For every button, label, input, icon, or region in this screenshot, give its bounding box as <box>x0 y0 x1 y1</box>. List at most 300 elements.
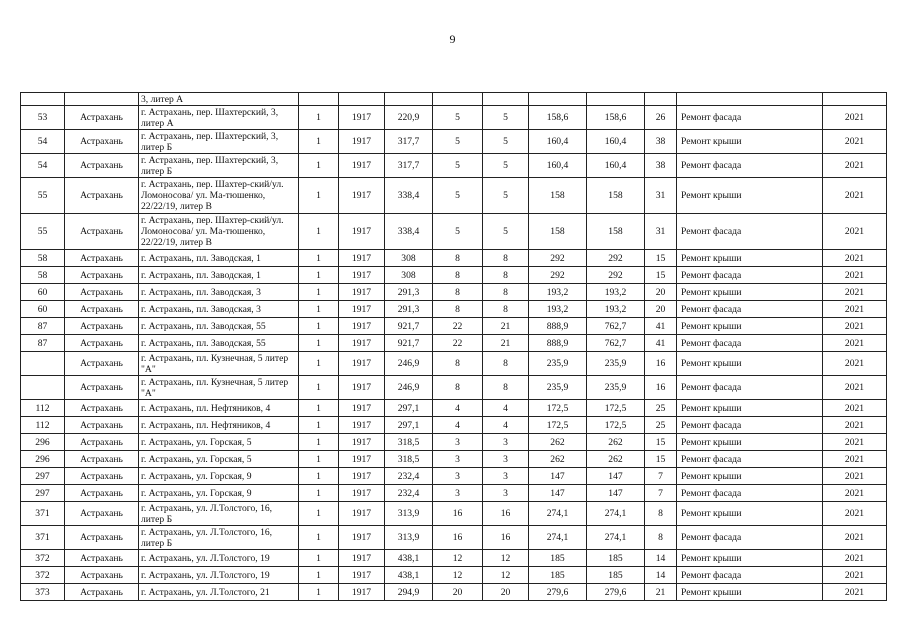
area-cell: 147 <box>587 468 645 485</box>
area-cell: 185 <box>529 567 587 584</box>
table-row <box>21 376 887 400</box>
count-cell: 8 <box>483 352 529 376</box>
area-cell: 147 <box>587 485 645 502</box>
area-cell: 297,1 <box>385 417 433 434</box>
row-number-cell: 87 <box>21 318 65 335</box>
city-cell: Астрахань <box>65 451 139 468</box>
row-number-cell: 296 <box>21 451 65 468</box>
plan-year-cell: 2021 <box>823 352 887 376</box>
count-cell: 22 <box>433 335 483 352</box>
work-type-cell: Ремонт фасада <box>677 335 823 352</box>
address-cell: г. Астрахань, ул. Л.Толстого, 16, литер Б <box>139 502 299 526</box>
table-row <box>21 335 887 352</box>
row-number-cell <box>21 376 65 400</box>
address-cell: г. Астрахань, пер. Шахтерский, 3, литер Б <box>139 154 299 178</box>
count-cell: 41 <box>645 335 677 352</box>
area-cell: 338,4 <box>385 178 433 214</box>
address-cell: г. Астрахань, ул. Горская, 9 <box>139 485 299 502</box>
area-cell: 921,7 <box>385 318 433 335</box>
table-row <box>21 584 887 601</box>
area-cell: 172,5 <box>529 400 587 417</box>
area-cell: 762,7 <box>587 335 645 352</box>
plan-year-cell: 2021 <box>823 267 887 284</box>
address-cell: г. Астрахань, пер. Шахтер-ский/ул. Ломоносова/ ул. Ма-тюшенко, 22/22/19, литер В <box>139 178 299 214</box>
area-cell: 308 <box>385 250 433 267</box>
plan-year-cell: 2021 <box>823 106 887 130</box>
plan-year-cell: 2021 <box>823 502 887 526</box>
work-type-cell: Ремонт крыши <box>677 318 823 335</box>
row-number-cell: 58 <box>21 250 65 267</box>
area-cell: 888,9 <box>529 318 587 335</box>
area-cell <box>529 93 587 106</box>
area-cell <box>587 93 645 106</box>
work-type-cell: Ремонт фасада <box>677 526 823 550</box>
row-number-cell: 53 <box>21 106 65 130</box>
count-cell: 38 <box>645 130 677 154</box>
area-cell: 438,1 <box>385 567 433 584</box>
table-row <box>21 267 887 284</box>
area-cell: 193,2 <box>529 301 587 318</box>
city-cell: Астрахань <box>65 376 139 400</box>
work-type-cell: Ремонт фасада <box>677 567 823 584</box>
count-cell: 12 <box>483 550 529 567</box>
plan-year-cell: 2021 <box>823 154 887 178</box>
area-cell: 193,2 <box>587 301 645 318</box>
row-number-cell: 55 <box>21 178 65 214</box>
work-type-cell: Ремонт фасада <box>677 106 823 130</box>
count-cell: 20 <box>483 584 529 601</box>
area-cell: 158 <box>587 178 645 214</box>
count-cell: 14 <box>645 567 677 584</box>
count-cell: 1 <box>299 301 339 318</box>
table-row <box>21 154 887 178</box>
plan-year-cell <box>823 93 887 106</box>
address-cell: г. Астрахань, пер. Шахтерский, 3, литер А <box>139 106 299 130</box>
city-cell: Астрахань <box>65 584 139 601</box>
count-cell: 5 <box>483 130 529 154</box>
area-cell: 185 <box>529 550 587 567</box>
year-cell: 1917 <box>339 485 385 502</box>
area-cell: 262 <box>529 451 587 468</box>
address-cell: г. Астрахань, пл. Заводская, 55 <box>139 335 299 352</box>
area-cell: 313,9 <box>385 502 433 526</box>
area-cell: 158,6 <box>529 106 587 130</box>
count-cell: 4 <box>483 400 529 417</box>
work-type-cell: Ремонт крыши <box>677 550 823 567</box>
count-cell: 4 <box>483 417 529 434</box>
year-cell: 1917 <box>339 526 385 550</box>
area-cell: 292 <box>587 267 645 284</box>
plan-year-cell: 2021 <box>823 451 887 468</box>
area-cell: 262 <box>587 451 645 468</box>
area-cell: 235,9 <box>529 352 587 376</box>
plan-year-cell: 2021 <box>823 250 887 267</box>
area-cell <box>385 93 433 106</box>
row-number-cell: 54 <box>21 154 65 178</box>
count-cell: 22 <box>433 318 483 335</box>
year-cell: 1917 <box>339 130 385 154</box>
area-cell: 291,3 <box>385 284 433 301</box>
count-cell: 1 <box>299 434 339 451</box>
row-number-cell: 87 <box>21 335 65 352</box>
table-row <box>21 301 887 318</box>
count-cell: 26 <box>645 106 677 130</box>
city-cell: Астрахань <box>65 284 139 301</box>
row-number-cell: 297 <box>21 468 65 485</box>
area-cell: 294,9 <box>385 584 433 601</box>
table-row <box>21 526 887 550</box>
plan-year-cell: 2021 <box>823 468 887 485</box>
count-cell: 5 <box>483 178 529 214</box>
area-cell: 274,1 <box>529 502 587 526</box>
area-cell: 274,1 <box>587 526 645 550</box>
area-cell: 262 <box>587 434 645 451</box>
count-cell: 1 <box>299 550 339 567</box>
count-cell: 1 <box>299 335 339 352</box>
table-row <box>21 214 887 250</box>
city-cell: Астрахань <box>65 106 139 130</box>
row-number-cell: 371 <box>21 502 65 526</box>
area-cell: 220,9 <box>385 106 433 130</box>
area-cell: 274,1 <box>529 526 587 550</box>
year-cell: 1917 <box>339 267 385 284</box>
plan-year-cell: 2021 <box>823 526 887 550</box>
city-cell <box>65 93 139 106</box>
area-cell: 318,5 <box>385 434 433 451</box>
area-cell: 235,9 <box>587 376 645 400</box>
address-cell: г. Астрахань, пер. Шахтерский, 3, литер Б <box>139 130 299 154</box>
area-cell: 308 <box>385 267 433 284</box>
plan-year-cell: 2021 <box>823 130 887 154</box>
city-cell: Астрахань <box>65 417 139 434</box>
row-number-cell: 58 <box>21 267 65 284</box>
year-cell: 1917 <box>339 318 385 335</box>
work-type-cell: Ремонт фасада <box>677 451 823 468</box>
count-cell: 21 <box>483 318 529 335</box>
row-number-cell: 60 <box>21 284 65 301</box>
count-cell: 3 <box>483 434 529 451</box>
area-cell: 158 <box>529 214 587 250</box>
count-cell: 1 <box>299 468 339 485</box>
row-number-cell <box>21 93 65 106</box>
table-row <box>21 250 887 267</box>
work-type-cell: Ремонт крыши <box>677 250 823 267</box>
year-cell: 1917 <box>339 434 385 451</box>
count-cell: 5 <box>483 106 529 130</box>
count-cell <box>299 93 339 106</box>
table-body <box>21 93 887 601</box>
count-cell: 8 <box>433 250 483 267</box>
plan-year-cell: 2021 <box>823 318 887 335</box>
table-row <box>21 352 887 376</box>
address-cell: г. Астрахань, пл. Нефтяников, 4 <box>139 400 299 417</box>
year-cell: 1917 <box>339 550 385 567</box>
city-cell: Астрахань <box>65 567 139 584</box>
area-cell: 888,9 <box>529 335 587 352</box>
plan-year-cell: 2021 <box>823 400 887 417</box>
count-cell: 8 <box>483 250 529 267</box>
area-cell: 313,9 <box>385 526 433 550</box>
count-cell: 4 <box>433 417 483 434</box>
count-cell: 3 <box>483 485 529 502</box>
city-cell: Астрахань <box>65 301 139 318</box>
year-cell: 1917 <box>339 250 385 267</box>
table-row <box>21 468 887 485</box>
area-cell: 193,2 <box>529 284 587 301</box>
plan-year-cell: 2021 <box>823 376 887 400</box>
area-cell: 262 <box>529 434 587 451</box>
count-cell: 1 <box>299 400 339 417</box>
work-type-cell: Ремонт крыши <box>677 352 823 376</box>
city-cell: Астрахань <box>65 502 139 526</box>
area-cell: 172,5 <box>587 417 645 434</box>
area-cell: 158,6 <box>587 106 645 130</box>
plan-year-cell: 2021 <box>823 335 887 352</box>
count-cell: 5 <box>483 214 529 250</box>
count-cell: 1 <box>299 451 339 468</box>
area-cell: 292 <box>529 267 587 284</box>
area-cell: 160,4 <box>529 130 587 154</box>
address-cell: г. Астрахань, пер. Шахтер-ский/ул. Ломоносова/ ул. Ма-тюшенко, 22/22/19, литер В <box>139 214 299 250</box>
table-row <box>21 93 887 106</box>
table-row <box>21 485 887 502</box>
area-cell: 279,6 <box>587 584 645 601</box>
work-type-cell: Ремонт крыши <box>677 468 823 485</box>
count-cell: 12 <box>433 550 483 567</box>
area-cell: 292 <box>587 250 645 267</box>
count-cell: 3 <box>483 451 529 468</box>
area-cell: 185 <box>587 567 645 584</box>
area-cell: 338,4 <box>385 214 433 250</box>
count-cell: 5 <box>433 178 483 214</box>
plan-year-cell: 2021 <box>823 417 887 434</box>
count-cell: 1 <box>299 584 339 601</box>
area-cell: 274,1 <box>587 502 645 526</box>
area-cell: 172,5 <box>529 417 587 434</box>
count-cell: 8 <box>483 267 529 284</box>
table-row <box>21 318 887 335</box>
table-row <box>21 178 887 214</box>
row-number-cell: 372 <box>21 550 65 567</box>
area-cell: 297,1 <box>385 400 433 417</box>
row-number-cell: 112 <box>21 417 65 434</box>
area-cell: 160,4 <box>587 130 645 154</box>
area-cell: 232,4 <box>385 485 433 502</box>
row-number-cell <box>21 352 65 376</box>
address-cell: г. Астрахань, пл. Заводская, 55 <box>139 318 299 335</box>
city-cell: Астрахань <box>65 485 139 502</box>
count-cell: 8 <box>483 284 529 301</box>
count-cell: 7 <box>645 485 677 502</box>
table-row <box>21 400 887 417</box>
year-cell: 1917 <box>339 106 385 130</box>
city-cell: Астрахань <box>65 352 139 376</box>
year-cell: 1917 <box>339 376 385 400</box>
address-cell: г. Астрахань, пл. Заводская, 1 <box>139 250 299 267</box>
year-cell: 1917 <box>339 400 385 417</box>
count-cell: 5 <box>483 154 529 178</box>
plan-year-cell: 2021 <box>823 214 887 250</box>
count-cell: 16 <box>433 502 483 526</box>
row-number-cell: 54 <box>21 130 65 154</box>
table-row <box>21 284 887 301</box>
plan-year-cell: 2021 <box>823 178 887 214</box>
work-type-cell: Ремонт фасада <box>677 301 823 318</box>
area-cell: 279,6 <box>529 584 587 601</box>
count-cell: 1 <box>299 284 339 301</box>
count-cell: 12 <box>433 567 483 584</box>
city-cell: Астрахань <box>65 267 139 284</box>
row-number-cell: 371 <box>21 526 65 550</box>
count-cell: 1 <box>299 178 339 214</box>
work-type-cell <box>677 93 823 106</box>
count-cell: 8 <box>645 502 677 526</box>
plan-year-cell: 2021 <box>823 550 887 567</box>
year-cell: 1917 <box>339 284 385 301</box>
area-cell: 172,5 <box>587 400 645 417</box>
count-cell: 15 <box>645 434 677 451</box>
work-type-cell: Ремонт фасада <box>677 417 823 434</box>
work-type-cell: Ремонт фасада <box>677 376 823 400</box>
table-row <box>21 417 887 434</box>
address-cell: г. Астрахань, ул. Л.Толстого, 19 <box>139 567 299 584</box>
city-cell: Астрахань <box>65 400 139 417</box>
area-cell: 235,9 <box>587 352 645 376</box>
address-cell: г. Астрахань, ул. Горская, 5 <box>139 434 299 451</box>
year-cell: 1917 <box>339 451 385 468</box>
row-number-cell: 112 <box>21 400 65 417</box>
count-cell: 1 <box>299 526 339 550</box>
year-cell: 1917 <box>339 154 385 178</box>
count-cell: 21 <box>645 584 677 601</box>
table-row <box>21 106 887 130</box>
city-cell: Астрахань <box>65 550 139 567</box>
count-cell: 7 <box>645 468 677 485</box>
count-cell: 5 <box>433 130 483 154</box>
plan-year-cell: 2021 <box>823 301 887 318</box>
count-cell: 20 <box>645 284 677 301</box>
area-cell: 232,4 <box>385 468 433 485</box>
year-cell: 1917 <box>339 584 385 601</box>
table-row <box>21 451 887 468</box>
count-cell: 15 <box>645 250 677 267</box>
count-cell: 1 <box>299 267 339 284</box>
table-row <box>21 502 887 526</box>
year-cell: 1917 <box>339 417 385 434</box>
year-cell: 1917 <box>339 352 385 376</box>
city-cell: Астрахань <box>65 154 139 178</box>
work-type-cell: Ремонт крыши <box>677 400 823 417</box>
city-cell: Астрахань <box>65 130 139 154</box>
count-cell: 15 <box>645 451 677 468</box>
work-type-cell: Ремонт фасада <box>677 154 823 178</box>
address-cell: 3, литер А <box>139 93 299 106</box>
plan-year-cell: 2021 <box>823 485 887 502</box>
year-cell: 1917 <box>339 567 385 584</box>
area-cell: 317,7 <box>385 130 433 154</box>
count-cell: 1 <box>299 318 339 335</box>
count-cell <box>483 93 529 106</box>
address-cell: г. Астрахань, ул. Горская, 5 <box>139 451 299 468</box>
area-cell: 147 <box>529 485 587 502</box>
address-cell: г. Астрахань, пл. Заводская, 3 <box>139 284 299 301</box>
count-cell: 20 <box>645 301 677 318</box>
area-cell: 246,9 <box>385 352 433 376</box>
count-cell: 14 <box>645 550 677 567</box>
area-cell: 193,2 <box>587 284 645 301</box>
address-cell: г. Астрахань, ул. Горская, 9 <box>139 468 299 485</box>
area-cell: 235,9 <box>529 376 587 400</box>
count-cell: 21 <box>483 335 529 352</box>
count-cell: 16 <box>645 376 677 400</box>
count-cell: 5 <box>433 214 483 250</box>
year-cell: 1917 <box>339 502 385 526</box>
count-cell: 25 <box>645 417 677 434</box>
count-cell: 8 <box>433 267 483 284</box>
count-cell: 25 <box>645 400 677 417</box>
count-cell: 8 <box>483 301 529 318</box>
count-cell <box>433 93 483 106</box>
area-cell: 246,9 <box>385 376 433 400</box>
city-cell: Астрахань <box>65 335 139 352</box>
work-type-cell: Ремонт фасада <box>677 214 823 250</box>
count-cell <box>645 93 677 106</box>
count-cell: 38 <box>645 154 677 178</box>
row-number-cell: 55 <box>21 214 65 250</box>
work-type-cell: Ремонт крыши <box>677 434 823 451</box>
area-cell: 158 <box>529 178 587 214</box>
count-cell: 8 <box>433 352 483 376</box>
city-cell: Астрахань <box>65 434 139 451</box>
count-cell: 4 <box>433 400 483 417</box>
count-cell: 16 <box>433 526 483 550</box>
count-cell: 1 <box>299 352 339 376</box>
count-cell: 1 <box>299 106 339 130</box>
address-cell: г. Астрахань, ул. Л.Толстого, 21 <box>139 584 299 601</box>
plan-year-cell: 2021 <box>823 284 887 301</box>
count-cell: 8 <box>483 376 529 400</box>
work-type-cell: Ремонт крыши <box>677 178 823 214</box>
page-number: 9 <box>449 32 456 46</box>
count-cell: 16 <box>483 502 529 526</box>
count-cell: 3 <box>433 434 483 451</box>
count-cell: 1 <box>299 485 339 502</box>
table-row <box>21 550 887 567</box>
count-cell: 5 <box>433 106 483 130</box>
year-cell: 1917 <box>339 468 385 485</box>
area-cell: 438,1 <box>385 550 433 567</box>
count-cell: 12 <box>483 567 529 584</box>
year-cell: 1917 <box>339 301 385 318</box>
count-cell: 41 <box>645 318 677 335</box>
work-type-cell: Ремонт крыши <box>677 584 823 601</box>
count-cell: 1 <box>299 376 339 400</box>
year-cell: 1917 <box>339 214 385 250</box>
plan-year-cell: 2021 <box>823 434 887 451</box>
plan-year-cell: 2021 <box>823 567 887 584</box>
count-cell: 8 <box>433 376 483 400</box>
count-cell: 16 <box>483 526 529 550</box>
year-cell: 1917 <box>339 335 385 352</box>
count-cell: 1 <box>299 130 339 154</box>
area-cell: 160,4 <box>529 154 587 178</box>
city-cell: Астрахань <box>65 178 139 214</box>
count-cell: 1 <box>299 502 339 526</box>
area-cell: 762,7 <box>587 318 645 335</box>
count-cell: 8 <box>433 301 483 318</box>
count-cell: 8 <box>645 526 677 550</box>
address-cell: г. Астрахань, пл. Кузнечная, 5 литер "А" <box>139 352 299 376</box>
